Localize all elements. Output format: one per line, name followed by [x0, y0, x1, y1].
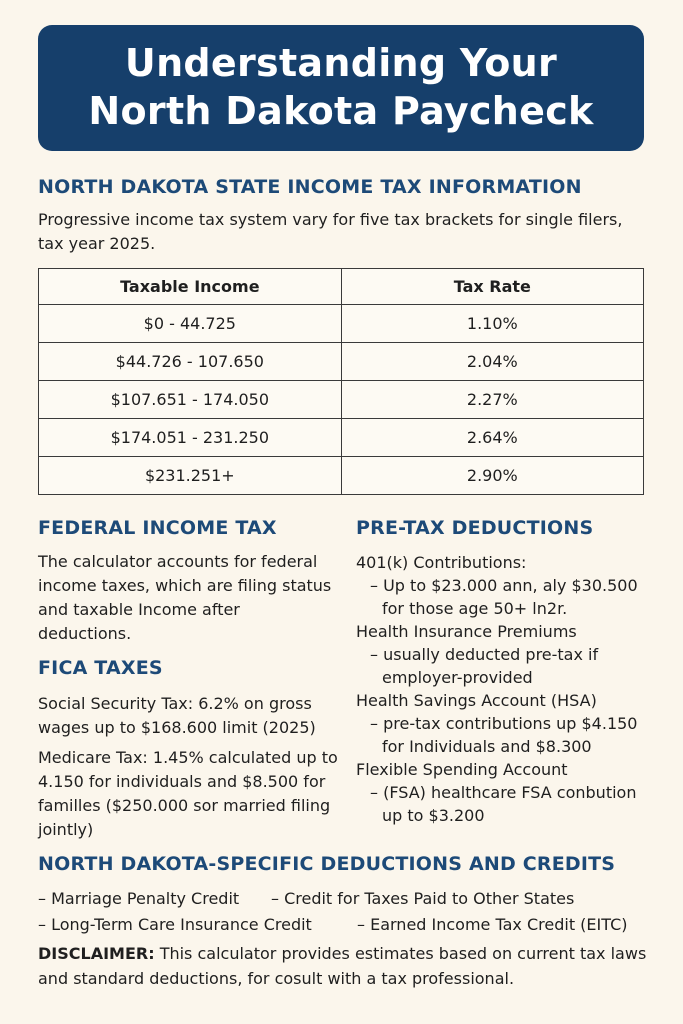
disclaimer-text: This calculator provides estimates based on current tax laws and standard deductions, for cosult with a tax professional. — [38, 944, 647, 988]
tax-bracket-table — [38, 268, 644, 495]
nd-credits-heading: NORTH DAKOTA-SPECIFIC DEDUCTIONS AND CREDITS — [38, 853, 616, 875]
hsa-line-2: for Individuals and $8.300 — [382, 737, 592, 756]
credit-item: – Marriage Penalty Credit — [38, 889, 240, 908]
health-insurance-line-2: employer-provided — [382, 668, 533, 687]
pretax-heading: PRE-TAX DEDUCTIONS — [356, 517, 594, 539]
title-banner — [38, 25, 644, 151]
income-cell: $44.726 - 107.650 — [39, 343, 342, 381]
credits-row-2 — [38, 912, 628, 938]
k401-line-1: – Up to $23.000 ann, aly $30.500 — [370, 576, 638, 595]
disclaimer — [38, 941, 648, 991]
banner-title-line-1: Understanding Your — [124, 41, 558, 85]
social-security-text: Social Security Tax: 6.2% on gross wages up to $168.600 limit (2025) — [38, 694, 316, 737]
rate-cell: 2.27% — [341, 381, 643, 419]
health-insurance-line-1: – usually deducted pre-tax if — [370, 645, 599, 664]
fsa-line-1: – (FSA) healthcare FSA conbution — [370, 783, 637, 802]
table-row — [39, 381, 644, 419]
medicare-text: Medicare Tax: 1.45% calculated up to 4.150 for individuals and $8.500 for familles ($250.000 sor married filing jointly) — [38, 748, 338, 839]
k401-title: 401(k) Contributions: — [356, 553, 527, 572]
state-tax-intro: Progressive income tax system vary for five tax brackets for single filers, tax year 2025. — [38, 210, 623, 253]
credit-item: – Long-Term Care Insurance Credit — [38, 915, 312, 934]
rate-cell: 2.04% — [341, 343, 643, 381]
pretax-list — [356, 551, 656, 827]
header-tax-rate: Tax Rate — [341, 269, 643, 305]
rate-cell: 2.64% — [341, 419, 643, 457]
state-tax-heading: NORTH DAKOTA STATE INCOME TAX INFORMATION — [38, 176, 582, 198]
income-cell: $0 - 44.725 — [39, 305, 342, 343]
federal-text: The calculator accounts for federal income taxes, which are filing status and taxable Income after deductions. — [38, 552, 332, 643]
credit-item: – Earned Income Tax Credit (EITC) — [357, 915, 628, 934]
health-insurance-title: Health Insurance Premiums — [356, 622, 577, 641]
header-taxable-income: Taxable Income — [39, 269, 342, 305]
income-cell: $107.651 - 174.050 — [39, 381, 342, 419]
banner-title-line-2: North Dakota Paycheck — [88, 89, 594, 133]
disclaimer-label: DISCLAIMER: — [38, 944, 155, 963]
rate-cell: 1.10% — [341, 305, 643, 343]
hsa-line-1: – pre-tax contributions up $4.150 — [370, 714, 638, 733]
credit-item: – Credit for Taxes Paid to Other States — [271, 889, 575, 908]
fica-heading: FICA TAXES — [38, 657, 163, 679]
table-row — [39, 343, 644, 381]
fsa-line-2: up to $3.200 — [382, 806, 485, 825]
table-row — [39, 457, 644, 495]
federal-heading: FEDERAL INCOME TAX — [38, 517, 277, 539]
hsa-title: Health Savings Account (HSA) — [356, 691, 597, 710]
credits-row-1 — [38, 886, 574, 912]
k401-line-2: for those age 50+ ln2r. — [382, 599, 568, 618]
table-row — [39, 419, 644, 457]
table-header-row — [39, 269, 644, 305]
rate-cell: 2.90% — [341, 457, 643, 495]
income-cell: $231.251+ — [39, 457, 342, 495]
income-cell: $174.051 - 231.250 — [39, 419, 342, 457]
table-row — [39, 305, 644, 343]
fsa-title: Flexible Spending Account — [356, 760, 568, 779]
